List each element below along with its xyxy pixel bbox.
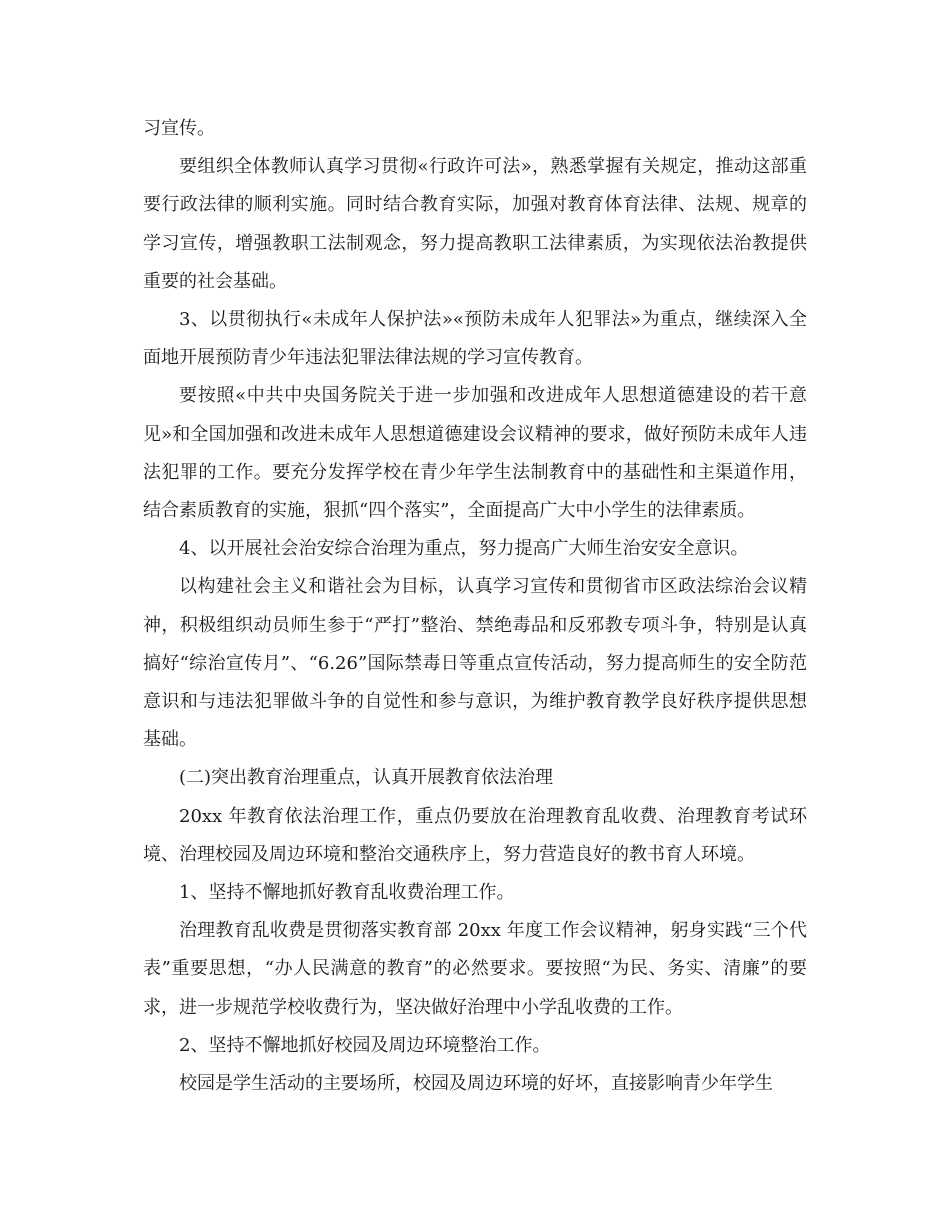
paragraph: 20xx 年教育依法治理工作，重点仍要放在治理教育乱收费、治理教育考试环境、治理校园及周边环境和整治交通秩序上，努力营造良好的教书育人环境。	[143, 805, 807, 865]
paragraph: 要组织全体教师认真学习贯彻«行政许可法»，熟悉掌握有关规定，推动这部重要行政法律的顺利实施。同时结合教育实际，加强对教育体育法律、法规、规章的学习宣传，增强教职工法制观念，努力提高教职工法律素质，为实现依法治教提供重要的社会基础。	[143, 156, 807, 292]
paragraph: 治理教育乱收费是贯彻落实教育部 20xx 年度工作会议精神，躬身实践“三个代表”重要思想，“办人民满意的教育”的必然要求。要按照“为民、务实、清廉”的要求，进一步规范学校收费行为，坚决做好治理中小学乱收费的工作。	[143, 920, 807, 1018]
section-heading: 2、坚持不懈地抓好校园及周边环境整治工作。	[179, 1034, 551, 1056]
paragraph: 以构建社会主义和谐社会为目标，认真学习宣传和贯彻省市区政法综治会议精神，积极组织动员师生参于“严打”整治、禁绝毒品和反邪教专项斗争，特别是认真搞好“综治宣传月”、“6.26”国际禁毒日等重点宣传活动，努力提高师生的安全防范意识和与违法犯罪做斗争的自觉性和参与意识，为维护教育教学良好秩序提供思想基础。	[143, 576, 807, 751]
paragraph: 要按照«中共中央国务院关于进一步加强和改进成年人思想道德建设的若干意见»和全国加强和改进未成年人思想道德建设会议精神的要求，做好预防未成年人违法犯罪的工作。要充分发挥学校在青少年学生法制教育中的基础性和主渠道作用，结合素质教育的实施，狠抓“四个落实”，全面提高广大中小学生的法律素质。	[143, 385, 807, 522]
section-heading: 4、以开展社会治安综合治理为重点，努力提高广大师生治安安全意识。	[179, 538, 749, 560]
section-heading: 1、坚持不懈地抓好教育乱收费治理工作。	[179, 882, 515, 904]
paragraph: 校园是学生活动的主要场所，校园及周边环境的好坏，直接影响青少年学生	[179, 1073, 773, 1095]
section-heading: 3、以贯彻执行«未成年人保护法»«预防未成年人犯罪法»为重点，继续深入全面地开展预防青少年违法犯罪法律法规的学习宣传教育。	[143, 309, 807, 369]
document-body	[143, 110, 807, 1103]
paragraph-continuation: 习宣传。	[143, 118, 215, 139]
section-heading: (二)突出教育治理重点，认真开展教育依法治理	[179, 767, 554, 789]
